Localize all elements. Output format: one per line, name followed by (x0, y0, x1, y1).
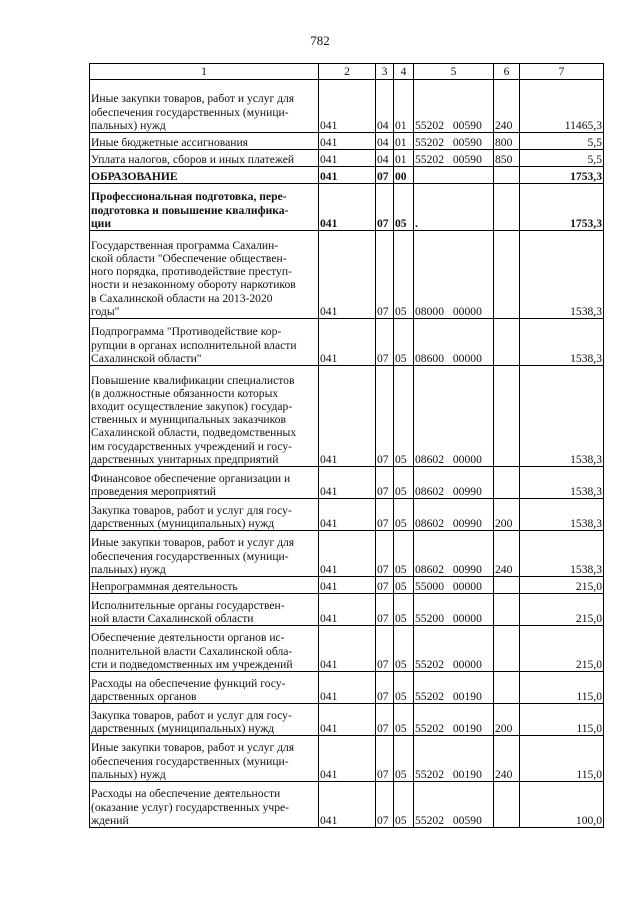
table-row (90, 736, 604, 782)
section-code-cell: 07 (376, 467, 394, 499)
expense-type-cell: 240 (494, 736, 520, 782)
row-name-cell (90, 499, 319, 531)
section-code-cell: 04 (376, 150, 394, 167)
row-name-line: дарственных (муниципальных) нужд (91, 516, 275, 530)
row-name-cell (90, 231, 319, 319)
expense-type-cell: 240 (494, 80, 520, 133)
subsection-code-cell: 01 (394, 80, 414, 133)
target-article-cell: 55202 00590 (414, 133, 494, 150)
row-name-cell (90, 133, 319, 150)
amount-cell: 1538,3 (520, 499, 604, 531)
row-name-cell (90, 782, 319, 828)
target-article-cell: 55000 00000 (414, 577, 494, 594)
table-row (90, 577, 604, 594)
amount-cell: 215,0 (520, 594, 604, 626)
row-name-line: пальных) нужд (91, 118, 166, 132)
target-article-cell: 08602 00990 (414, 499, 494, 531)
row-name-line: подготовка и повышение квалифика- (91, 203, 289, 217)
subsection-code-cell: 05 (394, 184, 414, 231)
amount-cell: 215,0 (520, 626, 604, 672)
row-name-cell (90, 672, 319, 704)
section-code-cell: 07 (376, 366, 394, 467)
subsection-code-cell: 01 (394, 150, 414, 167)
subsection-code-cell: 05 (394, 467, 414, 499)
section-code-cell: 07 (376, 782, 394, 828)
row-name-cell (90, 150, 319, 167)
amount-cell: 1753,3 (520, 167, 604, 184)
target-article-cell: 08602 00000 (414, 366, 494, 467)
row-name-line: Сахалинской области, подведомственных (91, 426, 297, 440)
section-code-cell: 07 (376, 672, 394, 704)
ministry-code-cell: 041 (319, 366, 376, 467)
row-name-line: Профессиональная подготовка, пере- (91, 190, 287, 204)
expense-type-cell (494, 594, 520, 626)
row-name-line: ции (91, 216, 112, 230)
column-header: 2 (319, 64, 376, 80)
row-name-cell (90, 80, 319, 133)
ministry-code-cell: 041 (319, 626, 376, 672)
table-row (90, 231, 604, 319)
section-code-cell: 07 (376, 231, 394, 319)
row-name-line: Закупка товаров, работ и услуг для госу- (91, 708, 292, 722)
row-name-line: дарственных (муниципальных) нужд (91, 721, 275, 735)
target-article-cell: 55202 00190 (414, 704, 494, 736)
target-article-cell: 55202 00590 (414, 782, 494, 828)
row-name-line: обеспечения государственных (муници- (91, 754, 289, 768)
row-name-line: сти и подведомственных им учреждений (91, 657, 293, 671)
ministry-code-cell: 041 (319, 167, 376, 184)
row-name-line: им государственных учреждений и госу- (91, 439, 292, 453)
row-name-line: Исполнительные органы государствен- (91, 598, 285, 612)
table-row (90, 80, 604, 133)
ministry-code-cell: 041 (319, 531, 376, 577)
target-article-cell: 55202 00590 (414, 150, 494, 167)
ministry-code-cell: 041 (319, 467, 376, 499)
subsection-code-cell: 05 (394, 366, 414, 467)
subsection-code-cell: 05 (394, 499, 414, 531)
expense-type-cell (494, 184, 520, 231)
row-name-line: годы" (91, 304, 120, 318)
column-header: 4 (394, 64, 414, 80)
subsection-code-cell: 05 (394, 531, 414, 577)
row-name-cell (90, 366, 319, 467)
expense-type-cell (494, 319, 520, 366)
ministry-code-cell: 041 (319, 133, 376, 150)
amount-cell: 115,0 (520, 704, 604, 736)
table-row (90, 184, 604, 231)
expense-type-cell: 800 (494, 133, 520, 150)
subsection-code-cell: 05 (394, 736, 414, 782)
row-name-cell (90, 577, 319, 594)
subsection-code-cell: 05 (394, 319, 414, 366)
row-name-line: Иные закупки товаров, работ и услуг для (91, 741, 295, 755)
row-name-line: ности и незаконному обороту наркотиков (91, 278, 296, 292)
row-name-line: обеспечения государственных (муници- (91, 105, 289, 119)
amount-cell: 5,5 (520, 150, 604, 167)
expense-type-cell: 200 (494, 704, 520, 736)
target-article-cell: 55202 00590 (414, 80, 494, 133)
section-code-cell: 07 (376, 184, 394, 231)
row-name-line: Государственная программа Сахалин- (91, 238, 279, 252)
table-row (90, 594, 604, 626)
row-name-line: входит осуществление закупок) государ- (91, 399, 293, 413)
row-name-line: ской области "Обеспечение обществен- (91, 251, 287, 265)
row-name-cell (90, 319, 319, 366)
expense-type-cell (494, 231, 520, 319)
row-name-line: Сахалинской области" (91, 351, 202, 365)
budget-table (89, 63, 604, 828)
row-name-line: обеспечения государственных (муници- (91, 549, 289, 563)
expense-type-cell (494, 467, 520, 499)
ministry-code-cell: 041 (319, 231, 376, 319)
section-code-cell: 04 (376, 80, 394, 133)
ministry-code-cell: 041 (319, 80, 376, 133)
subsection-code-cell: 05 (394, 782, 414, 828)
row-name-line: проведения мероприятий (91, 484, 216, 498)
row-name-cell (90, 704, 319, 736)
amount-cell: 5,5 (520, 133, 604, 150)
page-number: 782 (310, 33, 330, 48)
row-name-line: ждений (91, 813, 129, 827)
row-name-line: ОБРАЗОВАНИЕ (91, 169, 178, 183)
ministry-code-cell: 041 (319, 672, 376, 704)
section-code-cell: 07 (376, 531, 394, 577)
ministry-code-cell: 041 (319, 499, 376, 531)
row-name-line: (оказание услуг) государственных учре- (91, 800, 290, 814)
ministry-code-cell: 041 (319, 319, 376, 366)
row-name-line: пальных) нужд (91, 767, 166, 781)
ministry-code-cell: 041 (319, 594, 376, 626)
table-row (90, 150, 604, 167)
ministry-code-cell: 041 (319, 782, 376, 828)
ministry-code-cell: 041 (319, 150, 376, 167)
target-article-cell: 08000 00000 (414, 231, 494, 319)
row-name-cell (90, 594, 319, 626)
table-row (90, 467, 604, 499)
target-article-cell: 55202 00000 (414, 626, 494, 672)
row-name-line: ственных и муниципальных заказчиков (91, 413, 286, 427)
ministry-code-cell: 041 (319, 577, 376, 594)
column-header: 5 (414, 64, 494, 80)
section-code-cell: 07 (376, 736, 394, 782)
row-name-line: полнительной власти Сахалинской обла- (91, 644, 293, 658)
ministry-code-cell: 041 (319, 704, 376, 736)
subsection-code-cell: 05 (394, 577, 414, 594)
table-row (90, 167, 604, 184)
target-article-cell: 55202 00190 (414, 672, 494, 704)
row-name-line: Иные закупки товаров, работ и услуг для (91, 536, 295, 550)
subsection-code-cell: 01 (394, 133, 414, 150)
row-name-line: Иные закупки товаров, работ и услуг для (91, 92, 295, 106)
row-name-line: Закупка товаров, работ и услуг для госу- (91, 503, 292, 517)
row-name-cell (90, 736, 319, 782)
row-name-cell (90, 467, 319, 499)
ministry-code-cell: 041 (319, 184, 376, 231)
row-name-line: рупции в органах исполнительной власти (91, 338, 297, 352)
row-name-line: в Сахалинской области на 2013-2020 (91, 291, 273, 305)
subsection-code-cell: 05 (394, 231, 414, 319)
target-article-cell: 55202 00190 (414, 736, 494, 782)
table-row (90, 499, 604, 531)
expense-type-cell (494, 577, 520, 594)
amount-cell: 1538,3 (520, 531, 604, 577)
expense-type-cell (494, 626, 520, 672)
table-row (90, 133, 604, 150)
section-code-cell: 07 (376, 626, 394, 672)
row-name-cell (90, 184, 319, 231)
column-header: 3 (376, 64, 394, 80)
amount-cell: 115,0 (520, 736, 604, 782)
subsection-code-cell: 05 (394, 626, 414, 672)
amount-cell: 1538,3 (520, 319, 604, 366)
row-name-line: Повышение квалификации специалистов (91, 373, 295, 387)
amount-cell: 1538,3 (520, 467, 604, 499)
row-name-line: Иные бюджетные ассигнования (91, 135, 248, 149)
section-code-cell: 07 (376, 499, 394, 531)
table-row (90, 531, 604, 577)
row-name-line: Непрограммная деятельность (91, 579, 238, 593)
column-header: 1 (90, 64, 319, 80)
amount-cell: 1753,3 (520, 184, 604, 231)
target-article-cell: 08602 00990 (414, 531, 494, 577)
table-row (90, 366, 604, 467)
expense-type-cell (494, 672, 520, 704)
subsection-code-cell: 00 (394, 167, 414, 184)
table-row (90, 672, 604, 704)
expense-type-cell (494, 167, 520, 184)
row-name-line: Обеспечение деятельности органов ис- (91, 631, 285, 645)
row-name-line: Финансовое обеспечение организации и (91, 471, 291, 485)
row-name-line: дарственных унитарных предприятий (91, 452, 279, 466)
amount-cell: 215,0 (520, 577, 604, 594)
target-article-cell (414, 167, 494, 184)
target-article-cell: 55200 00000 (414, 594, 494, 626)
ministry-code-cell: 041 (319, 736, 376, 782)
row-name-line: Расходы на обеспечение деятельности (91, 787, 281, 801)
expense-type-cell: 850 (494, 150, 520, 167)
row-name-line: Подпрограмма "Противодействие кор- (91, 325, 282, 339)
amount-cell: 115,0 (520, 672, 604, 704)
expense-type-cell (494, 366, 520, 467)
target-article-cell: . (414, 184, 494, 231)
expense-type-cell (494, 782, 520, 828)
expense-type-cell: 240 (494, 531, 520, 577)
table-row (90, 319, 604, 366)
subsection-code-cell: 05 (394, 672, 414, 704)
amount-cell: 11465,3 (520, 80, 604, 133)
section-code-cell: 07 (376, 167, 394, 184)
column-header: 6 (494, 64, 520, 80)
target-article-cell: 08600 00000 (414, 319, 494, 366)
expense-type-cell: 200 (494, 499, 520, 531)
subsection-code-cell: 05 (394, 594, 414, 626)
table-header-row (90, 64, 604, 80)
section-code-cell: 07 (376, 577, 394, 594)
subsection-code-cell: 05 (394, 704, 414, 736)
amount-cell: 100,0 (520, 782, 604, 828)
target-article-cell: 08602 00990 (414, 467, 494, 499)
row-name-line: ной власти Сахалинской области (91, 611, 254, 625)
row-name-line: ного порядка, противодействие преступ- (91, 265, 292, 279)
row-name-line: (в должностные обязанности которых (91, 386, 279, 400)
table-row (90, 782, 604, 828)
row-name-cell (90, 531, 319, 577)
section-code-cell: 07 (376, 704, 394, 736)
row-name-line: Уплата налогов, сборов и иных платежей (91, 152, 295, 166)
row-name-line: Расходы на обеспечение функций госу- (91, 676, 286, 690)
section-code-cell: 07 (376, 594, 394, 626)
amount-cell: 1538,3 (520, 366, 604, 467)
amount-cell: 1538,3 (520, 231, 604, 319)
table-row (90, 704, 604, 736)
row-name-cell (90, 167, 319, 184)
row-name-cell (90, 626, 319, 672)
column-header: 7 (520, 64, 604, 80)
row-name-line: дарственных органов (91, 689, 197, 703)
table-row (90, 626, 604, 672)
section-code-cell: 07 (376, 319, 394, 366)
section-code-cell: 04 (376, 133, 394, 150)
row-name-line: пальных) нужд (91, 562, 166, 576)
